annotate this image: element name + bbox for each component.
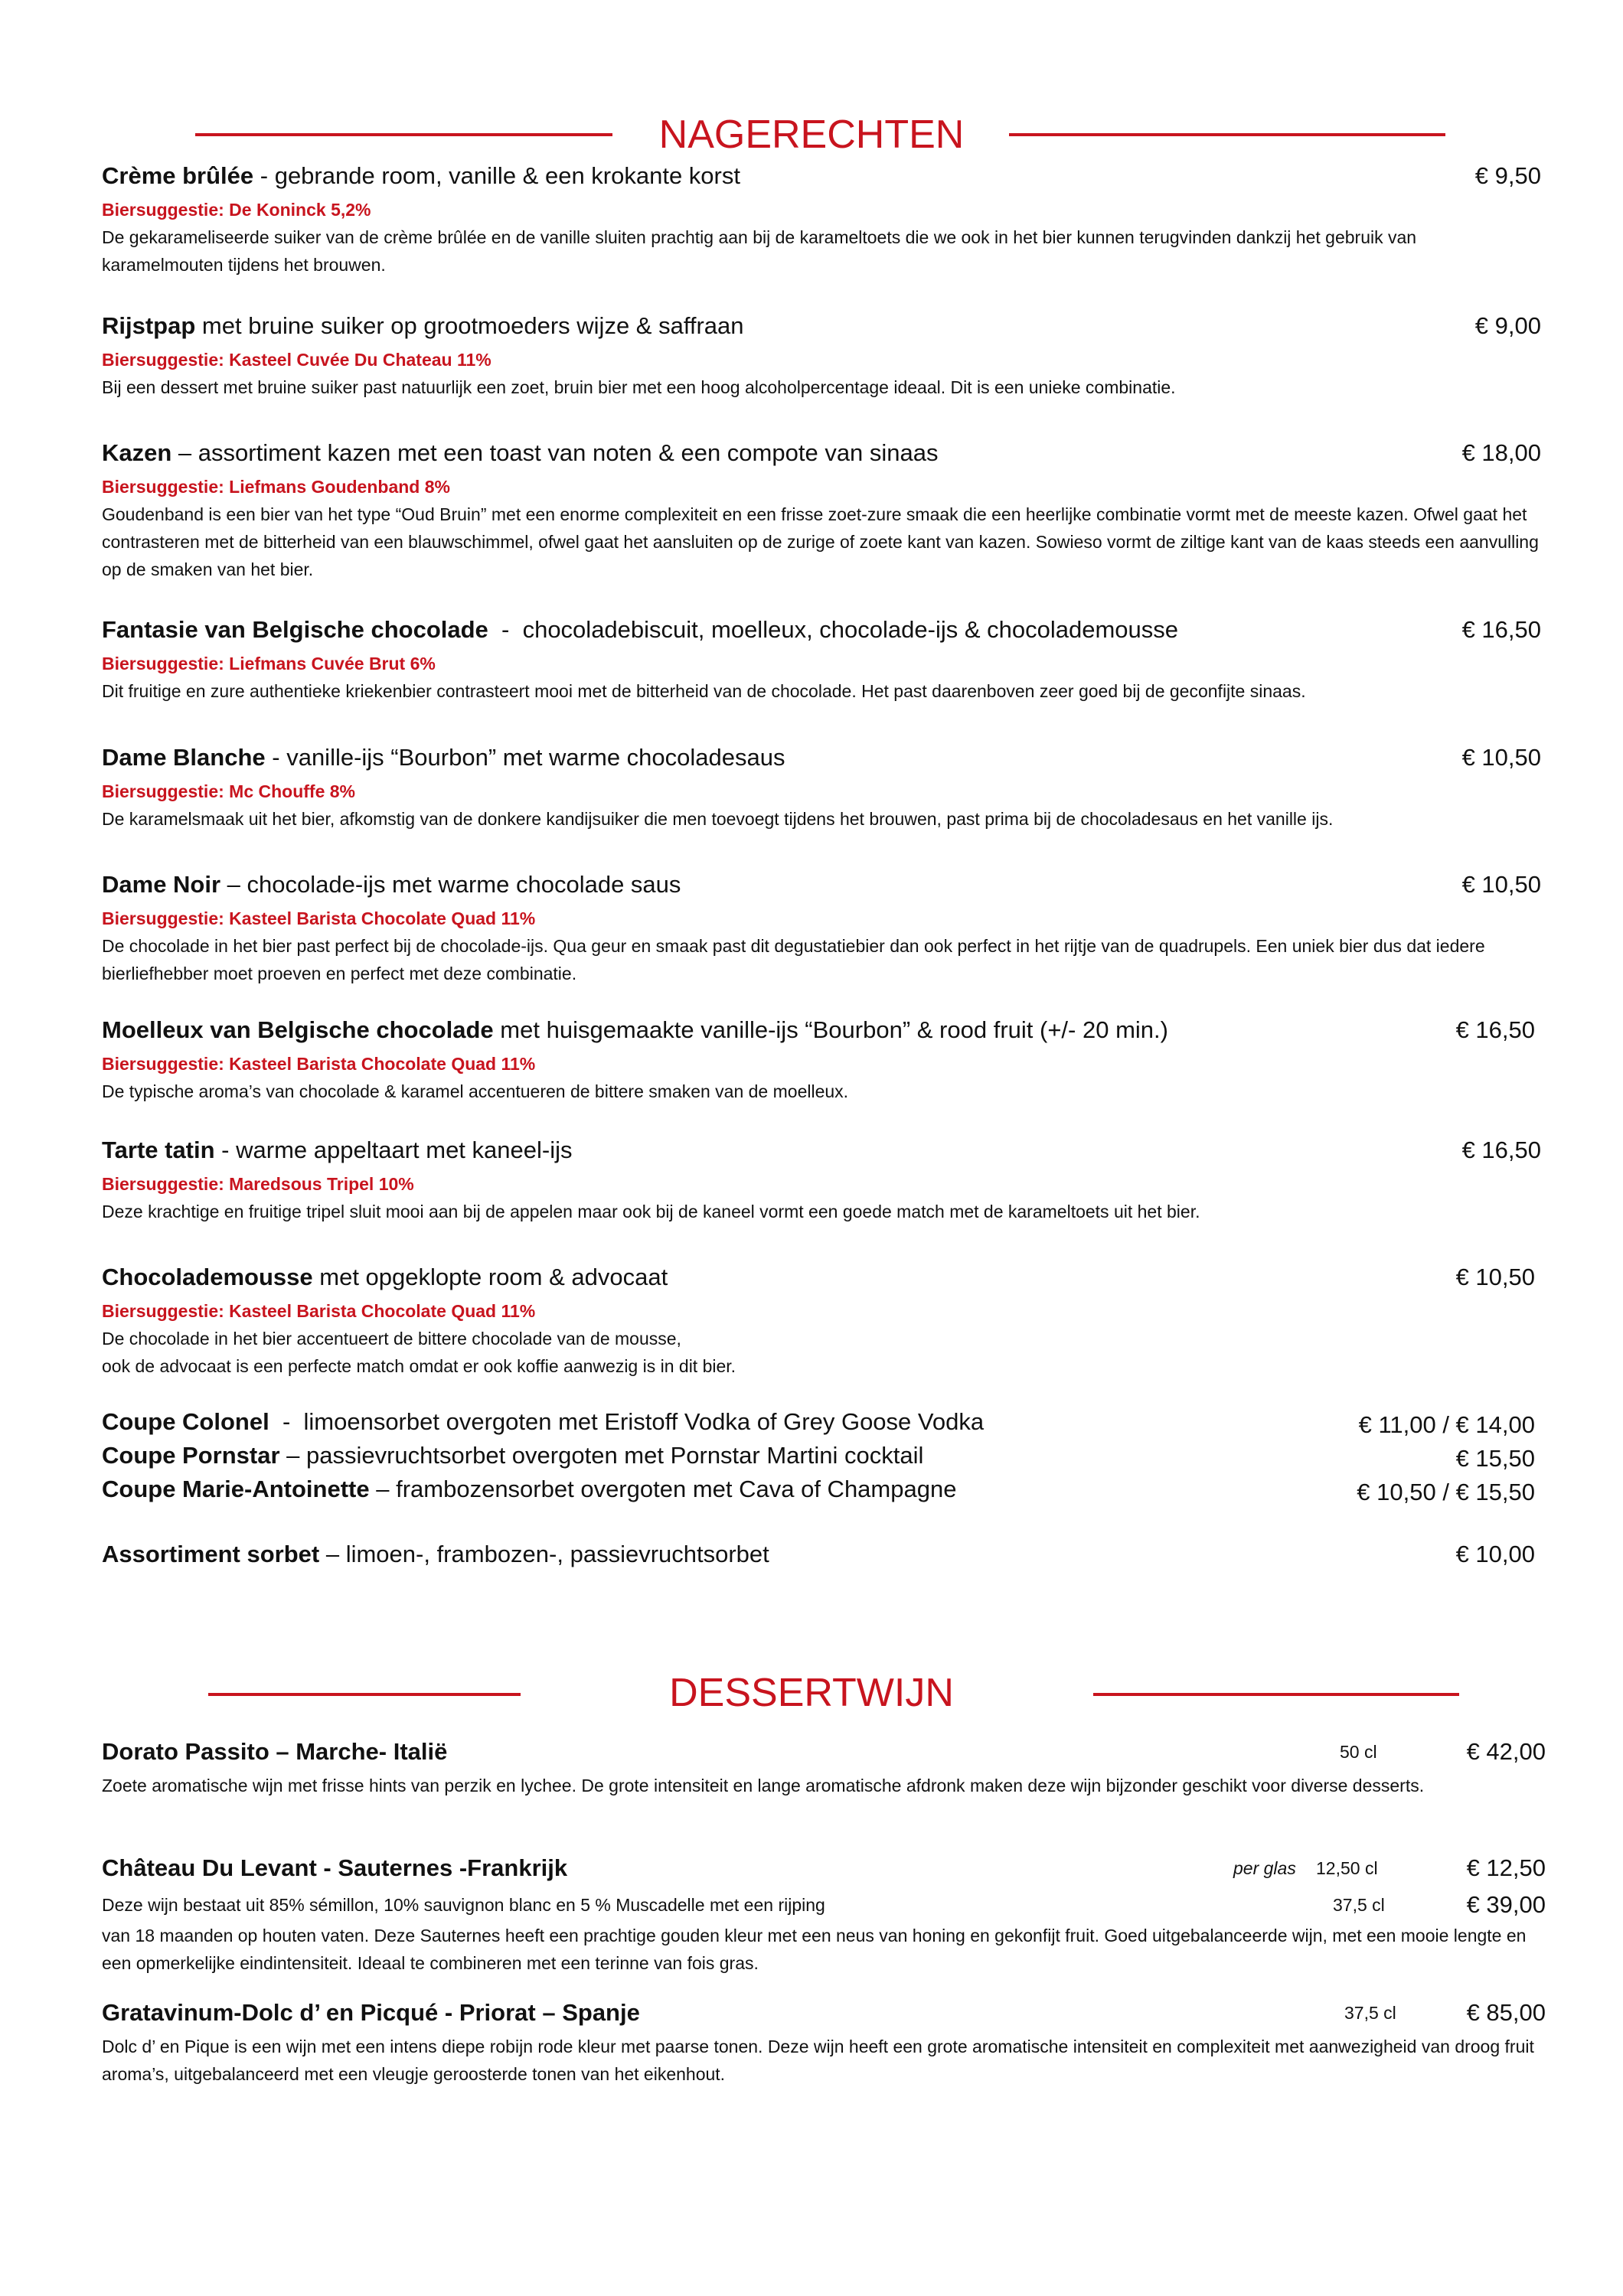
dessert-price: € 10,50 bbox=[1461, 744, 1541, 771]
wine-price: € 12,50 bbox=[1466, 1854, 1546, 1881]
dessert-description: Deze krachtige en fruitige tripel sluit mooi aan bij de appelen maar ook bij de kaneel vormt een goede match met de karameltoets uit het bier. bbox=[102, 1202, 1200, 1221]
dessert-item bbox=[102, 610, 1541, 705]
dessert-title-line bbox=[102, 156, 1541, 196]
wine-name: Château Du Levant - Sauternes -Frankrijk bbox=[102, 1854, 568, 1881]
dessert-item bbox=[102, 865, 1541, 987]
dessert-price: € 16,50 bbox=[1455, 1016, 1535, 1043]
dessert-name: Dame Blanche bbox=[102, 744, 266, 771]
dessert-name: Fantasie van Belgische chocolade bbox=[102, 616, 488, 643]
wine-title-line bbox=[102, 1732, 1546, 1772]
wine-description: Zoete aromatische wijn met frisse hints van perzik en lychee. De grote intensiteit en lange aromatische afdronk maken deze wijn bijzonder geschikt voor diverse desserts. bbox=[102, 1776, 1425, 1795]
dessert-title-line bbox=[102, 1130, 1541, 1170]
dessert-sep: – bbox=[171, 439, 198, 466]
wine-item bbox=[102, 1993, 1546, 2088]
dessert-name: Dame Noir bbox=[102, 871, 221, 898]
dessert-item bbox=[102, 156, 1541, 279]
dessert-title-line bbox=[102, 1257, 1541, 1297]
wine-volume: 50 cl bbox=[1340, 1742, 1377, 1762]
wine-per-glas: per glas bbox=[1233, 1858, 1296, 1878]
beer-suggestion: Biersuggestie: Mc Chouffe 8% bbox=[102, 781, 355, 801]
dessert-title-line bbox=[102, 610, 1541, 650]
beer-suggestion: Biersuggestie: Kasteel Barista Chocolate Quad 11% bbox=[102, 1054, 536, 1074]
dessert-description: De chocolade in het bier accentueert de bittere chocolade van de mousse, bbox=[102, 1329, 681, 1349]
dessert-sep bbox=[313, 1264, 320, 1290]
dessert-description: De gekarameliseerde suiker van de crème brûlée en de vanille sluiten prachtig aan bij de karameltoets die we ook in het bier kunnen terugvinden dankzij het gebruik van karamelmouten tijdens het brouwen. bbox=[102, 227, 1417, 275]
dessert-name: Rijstpap bbox=[102, 312, 196, 339]
wine-item bbox=[102, 1848, 1546, 1977]
wine-volume: 37,5 cl bbox=[1344, 2003, 1396, 2023]
sorbet-name: Assortiment sorbet bbox=[102, 1541, 320, 1567]
dessert-sep bbox=[195, 312, 202, 339]
dessert-sep bbox=[494, 1016, 501, 1043]
header-rule-right bbox=[1009, 133, 1445, 136]
dessert-price: € 16,50 bbox=[1461, 616, 1541, 643]
coupe-name: Coupe Pornstar bbox=[102, 1442, 280, 1469]
sorbet-text: limoen-, frambozen-, passievruchtsorbet bbox=[345, 1541, 769, 1567]
wine-price-2: € 39,00 bbox=[1466, 1891, 1546, 1918]
dessert-text: gebrande room, vanille & een krokante korst bbox=[274, 162, 740, 189]
coupe-price: € 11,00 / € 14,00 bbox=[1358, 1411, 1535, 1438]
dessert-sep: – bbox=[220, 871, 247, 898]
wine-name: Dorato Passito – Marche- Italië bbox=[102, 1738, 448, 1765]
wine-title-line bbox=[102, 1993, 1546, 2033]
sorbet-sep: – bbox=[319, 1541, 346, 1567]
coupe-sep: – bbox=[369, 1476, 397, 1502]
dessert-title-line bbox=[102, 433, 1541, 473]
beer-suggestion: Biersuggestie: Kasteel Cuvée Du Chateau 11% bbox=[102, 350, 491, 370]
coupe-price: € 10,50 / € 15,50 bbox=[1357, 1479, 1535, 1505]
wine-description-first: Deze wijn bestaat uit 85% sémillon, 10% sauvignon blanc en 5 % Muscadelle met een rijping bbox=[102, 1895, 825, 1915]
dessert-name: Chocolademousse bbox=[102, 1264, 313, 1290]
dessert-name: Moelleux van Belgische chocolade bbox=[102, 1016, 494, 1043]
dessert-name: Crème brûlée bbox=[102, 162, 254, 189]
dessert-title-line bbox=[102, 865, 1541, 905]
wine-description: van 18 maanden op houten vaten. Deze Sauternes heeft een prachtige gouden kleur met een neus van honing en gekonfijt fruit. Goed uitgebalanceerde wijn, met een mooie lengte en een opmerkelijke eindintensiteit. Ideaal te combineren met een terinne van fois gras. bbox=[102, 1926, 1527, 1973]
dessert-item bbox=[102, 1130, 1541, 1225]
beer-suggestion: Biersuggestie: Kasteel Barista Chocolate Quad 11% bbox=[102, 1301, 536, 1321]
dessert-price: € 10,50 bbox=[1455, 1264, 1535, 1290]
dessert-text: assortiment kazen met een toast van noten & een compote van sinaas bbox=[198, 439, 939, 466]
coupe-text: frambozensorbet overgoten met Cava of Champagne bbox=[396, 1476, 957, 1502]
dessert-description: De karamelsmaak uit het bier, afkomstig van de donkere kandijsuiker die men toevoegt tijdens het brouwen, past prima bij de chocoladesaus en het vanille ijs. bbox=[102, 809, 1334, 829]
sorbet-price: € 10,00 bbox=[1455, 1541, 1535, 1567]
header-rule-left bbox=[195, 133, 612, 136]
dessertwijn-header bbox=[0, 1662, 1623, 1724]
dessert-description: De chocolade in het bier past perfect bij de chocolade-ijs. Qua geur en smaak past dit degustatiebier dan ook perfect in het rijtje van de quadrupels. Een uniek bier dus dat iedere bierliefhebber moet proeven en perfect met deze combinatie. bbox=[102, 936, 1485, 983]
dessert-item bbox=[102, 433, 1541, 583]
coupe-sep: - bbox=[269, 1408, 304, 1435]
dessert-price: € 16,50 bbox=[1461, 1137, 1541, 1163]
beer-suggestion: Biersuggestie: Liefmans Cuvée Brut 6% bbox=[102, 654, 436, 673]
dessert-item bbox=[102, 1257, 1541, 1380]
sorbet-item bbox=[102, 1534, 1541, 1574]
coupe-line bbox=[102, 1405, 1541, 1439]
beer-suggestion: Biersuggestie: Liefmans Goudenband 8% bbox=[102, 477, 450, 497]
wine-price: € 85,00 bbox=[1466, 1999, 1546, 2026]
dessertwijn-title: DESSERTWIJN bbox=[669, 1671, 954, 1715]
dessert-name: Kazen bbox=[102, 439, 172, 466]
coupe-name: Coupe Marie-Antoinette bbox=[102, 1476, 370, 1502]
dessert-sep: - bbox=[253, 162, 275, 189]
dessert-price: € 10,50 bbox=[1461, 871, 1541, 898]
dessert-text: vanille-ijs “Bourbon” met warme chocoladesaus bbox=[286, 744, 785, 771]
wine-price: € 42,00 bbox=[1466, 1738, 1546, 1765]
wine-title-line bbox=[102, 1848, 1546, 1888]
wine-volume: 12,50 cl bbox=[1316, 1858, 1378, 1878]
dessert-text: met huisgemaakte vanille-ijs “Bourbon” & rood fruit (+/- 20 min.) bbox=[500, 1016, 1168, 1043]
dessert-sep: - bbox=[265, 744, 287, 771]
dessert-sep: - bbox=[214, 1137, 237, 1163]
coupe-text: passievruchtsorbet overgoten met Pornstar Martini cocktail bbox=[306, 1442, 924, 1469]
dessert-title-line bbox=[102, 1010, 1541, 1050]
coupe-sep: – bbox=[279, 1442, 306, 1469]
dessert-item bbox=[102, 1010, 1541, 1105]
beer-suggestion: Biersuggestie: De Koninck 5,2% bbox=[102, 200, 371, 220]
dessert-text: met opgeklopte room & advocaat bbox=[319, 1264, 668, 1290]
wine-item bbox=[102, 1732, 1546, 1799]
coupe-text: limoensorbet overgoten met Eristoff Vodka of Grey Goose Vodka bbox=[303, 1408, 985, 1435]
dessert-item bbox=[102, 738, 1541, 833]
wine-description: Dolc d’ en Pique is een wijn met een intens diepe robijn rode kleur met paarse tonen. Deze wijn heeft een grote aromatische intensiteit en complexiteit met aanwezigheid van droog fruit aroma’s, uitgebalanceerd met een vleugje geroosterde tonen van het eikenhout. bbox=[102, 2037, 1534, 2084]
beer-suggestion: Biersuggestie: Kasteel Barista Chocolate Quad 11% bbox=[102, 908, 536, 928]
sorbet-line bbox=[102, 1534, 1541, 1574]
coupe-price: € 15,50 bbox=[1455, 1445, 1535, 1472]
nagerechten-title: NAGERECHTEN bbox=[658, 113, 965, 157]
dessert-text: chocoladebiscuit, moelleux, chocolade-ijs & chocolademousse bbox=[522, 616, 1178, 643]
coupe-list bbox=[102, 1405, 1541, 1506]
coupe-line bbox=[102, 1473, 1541, 1506]
dessert-description-line2: ook de advocaat is een perfecte match omdat er ook koffie aanwezig is in dit bier. bbox=[102, 1356, 736, 1376]
dessert-price: € 9,50 bbox=[1474, 162, 1541, 189]
dessert-text: chocolade-ijs met warme chocolade saus bbox=[247, 871, 681, 898]
dessert-price: € 9,00 bbox=[1474, 312, 1541, 339]
dessert-item bbox=[102, 306, 1541, 401]
wine-volume-2: 37,5 cl bbox=[1333, 1895, 1385, 1915]
dessert-title-line bbox=[102, 738, 1541, 778]
wine-name: Gratavinum-Dolc d’ en Picqué - Priorat – Spanje bbox=[102, 1999, 640, 2026]
dessert-description: Dit fruitige en zure authentieke kriekenbier contrasteert mooi met de bitterheid van de chocolade. Het past daarenboven zeer goed bij de geconfijte sinaas. bbox=[102, 681, 1306, 701]
dessert-sep: - bbox=[488, 616, 523, 643]
dessert-description: Bij een dessert met bruine suiker past natuurlijk een zoet, bruin bier met een hoog alcoholpercentage ideaal. Dit is een unieke combinatie. bbox=[102, 377, 1176, 397]
header-rule-left bbox=[208, 1693, 521, 1696]
beer-suggestion: Biersuggestie: Maredsous Tripel 10% bbox=[102, 1174, 414, 1194]
wine-second-line bbox=[102, 1888, 1546, 1922]
dessert-name: Tarte tatin bbox=[102, 1137, 215, 1163]
dessert-description: De typische aroma’s van chocolade & karamel accentueren de bittere smaken van de moelleux. bbox=[102, 1081, 849, 1101]
coupe-line bbox=[102, 1439, 1541, 1473]
dessert-price: € 18,00 bbox=[1461, 439, 1541, 466]
dessert-description: Goudenband is een bier van het type “Oud Bruin” met een enorme complexiteit en een frisse zoet-zure smaak die een heerlijke combinatie vormt met de meeste kazen. Ofwel gaat het contrasteren met de bitterheid van een blauwschimmel, ofwel gaat het aansluiten op de zurige of zoete kant van kazen. Sowieso vormt de ziltige kant van de kaas steeds een aanvulling op de smaken van het bier. bbox=[102, 504, 1539, 579]
dessert-text: met bruine suiker op grootmoeders wijze & saffraan bbox=[201, 312, 744, 339]
dessert-title-line bbox=[102, 306, 1541, 346]
coupe-name: Coupe Colonel bbox=[102, 1408, 269, 1435]
dessert-text: warme appeltaart met kaneel-ijs bbox=[236, 1137, 573, 1163]
header-rule-right bbox=[1093, 1693, 1459, 1696]
